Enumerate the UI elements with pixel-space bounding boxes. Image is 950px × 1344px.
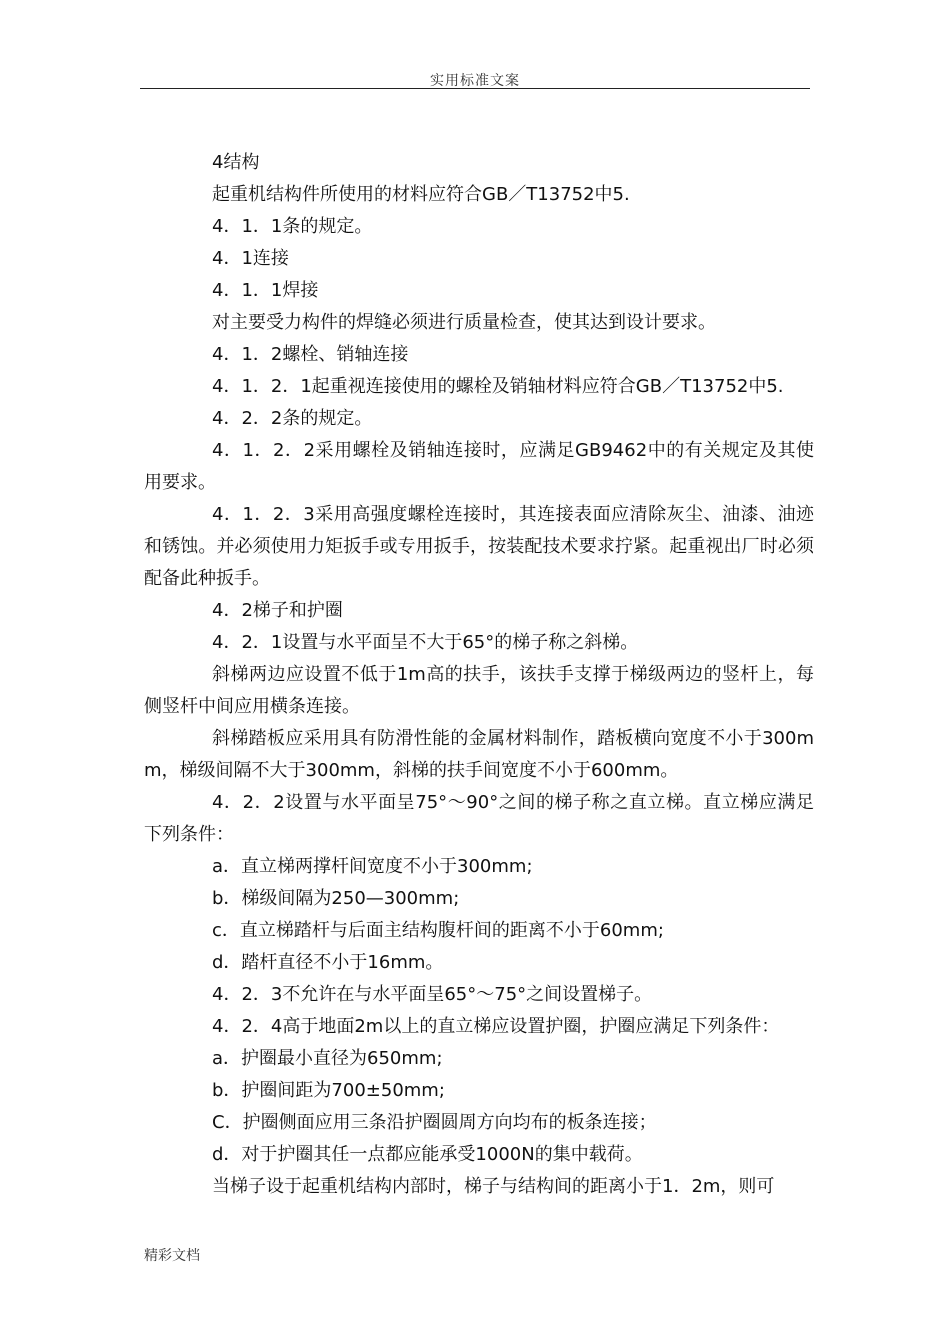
paragraph: 4．2．1设置与水平面呈不大于65°的梯子称之斜梯。 bbox=[212, 632, 639, 653]
paragraph: 4．2．2条的规定。 bbox=[212, 408, 373, 429]
paragraph: 对主要受力构件的焊缝必须进行质量检查，使其达到设计要求。 bbox=[212, 312, 716, 333]
page-footer: 精彩文档 bbox=[144, 1248, 200, 1264]
paragraph: 4．1．2．1起重视连接使用的螺栓及销轴材料应符合GB／T13752中5. bbox=[212, 376, 784, 397]
list-item: C．护圈侧面应用三条沿护圈圆周方向均布的板条连接； bbox=[212, 1112, 657, 1133]
list-item: b．梯级间隔为250—300mm; bbox=[212, 888, 460, 909]
paragraph: 4．1．2．3采用高强度螺栓连接时，其连接表面应清除灰尘、油漆、油迹和锈蚀。并必须使用力矩扳手或专用扳手，按装配技术要求拧紧。起重视出厂时必须配备此种扳手。 bbox=[144, 504, 814, 589]
list-item: a．护圈最小直径为650mm; bbox=[212, 1048, 443, 1069]
page-header: 实用标准文案 bbox=[430, 73, 520, 89]
paragraph: 当梯子设于起重机结构内部时，梯子与结构间的距离小于1．2m，则可 bbox=[212, 1176, 775, 1197]
list-item: c．直立梯踏杆与后面主结构腹杆间的距离不小于60mm; bbox=[212, 920, 664, 941]
paragraph: 4．2．3不允许在与水平面呈65°～75°之间设置梯子。 bbox=[212, 984, 653, 1005]
section-heading-4-2: 4．2梯子和护圈 bbox=[212, 600, 343, 621]
paragraph: 4．2．4高于地面2m以上的直立梯应设置护圈，护圈应满足下列条件： bbox=[212, 1016, 780, 1037]
section-heading-4-1-1: 4．1．1焊接 bbox=[212, 280, 319, 301]
list-item: b．护圈间距为700±50mm; bbox=[212, 1080, 445, 1101]
header-divider bbox=[140, 88, 810, 89]
paragraph: 4．2．2设置与水平面呈75°～90°之间的梯子称之直立梯。直立梯应满足下列条件： bbox=[144, 792, 814, 845]
paragraph: 斜梯踏板应采用具有防滑性能的金属材料制作，踏板横向宽度不小于300mm，梯级间隔不大于300mm，斜梯的扶手间宽度不小于600mm。 bbox=[144, 728, 814, 781]
list-item: a．直立梯两撑杆间宽度不小于300mm; bbox=[212, 856, 533, 877]
section-heading-4-1-2: 4．1．2螺栓、销轴连接 bbox=[212, 344, 409, 365]
list-item: d．对于护圈其任一点都应能承受1000N的集中载荷。 bbox=[212, 1144, 643, 1165]
paragraph: 起重机结构件所使用的材料应符合GB／T13752中5. bbox=[212, 184, 630, 205]
list-item: d．踏杆直径不小于16mm。 bbox=[212, 952, 444, 973]
paragraph: 4．1．2．2采用螺栓及销轴连接时，应满足GB9462中的有关规定及其使用要求。 bbox=[144, 440, 814, 493]
section-heading-4-1: 4．1连接 bbox=[212, 248, 289, 269]
document-body bbox=[144, 147, 814, 1203]
section-heading-4: 4结构 bbox=[212, 152, 260, 173]
paragraph: 斜梯两边应设置不低于1m高的扶手，该扶手支撑于梯级两边的竖杆上，每侧竖杆中间应用横条连接。 bbox=[144, 664, 814, 717]
paragraph: 4．1．1条的规定。 bbox=[212, 216, 373, 237]
